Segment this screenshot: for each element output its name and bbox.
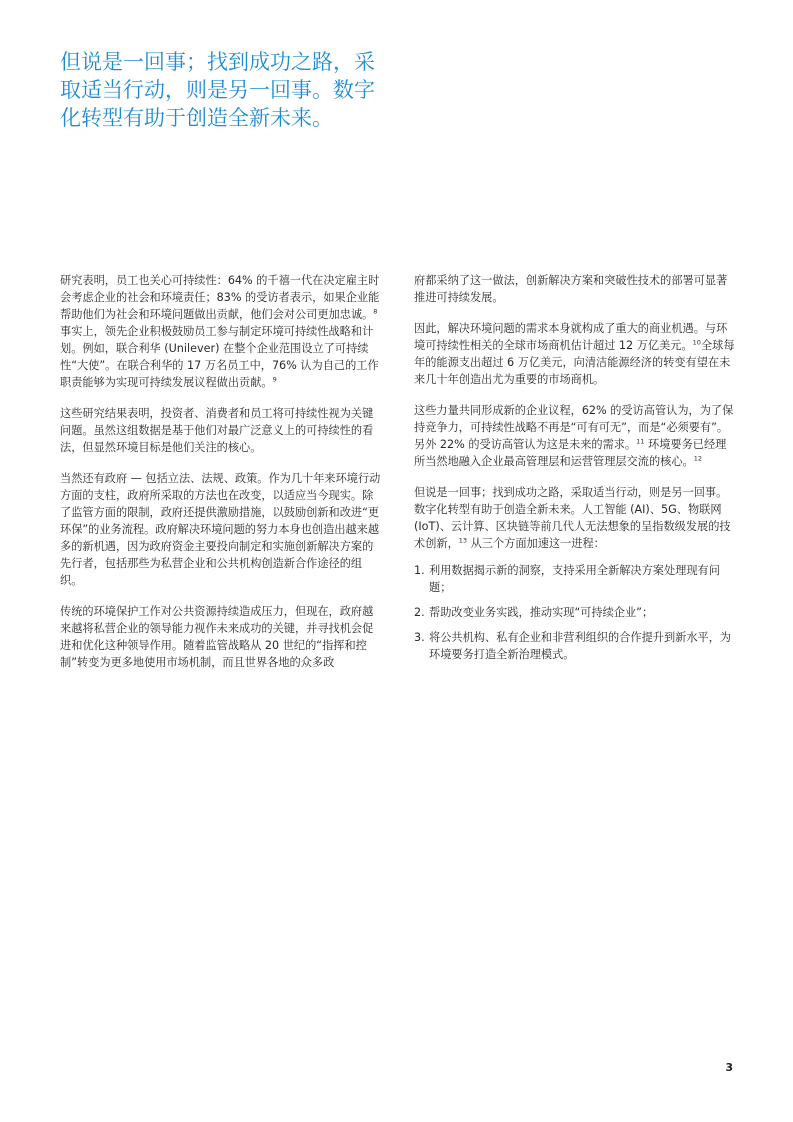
paragraph: 当然还有政府 — 包括立法、法规、政策。作为几十年来环境行动方面的支柱，政府所采取的方法也在改变，以适应当今现实。除了监管方面的限制，政府还提供激励措施，以鼓励创新和改进“更环保”的业务流程。政府解决环境问题的努力本身也创造出越来越多的新机遇，因为政府资金主要投向制定和实施创新解决方案的先行者，包括那些为私营企业和公共机构创造新合作途径的组织。 bbox=[60, 472, 381, 587]
list-text: 利用数据揭示新的洞察，支持采用全新解决方案处理现有问题； bbox=[429, 564, 720, 594]
footnote-ref: 8 bbox=[373, 307, 378, 316]
paragraph: 府都采纳了这一做法，创新解决方案和突破性技术的部署可显著推进可持续发展。 bbox=[414, 274, 728, 304]
paragraph-text: 事实上，领先企业积极鼓励员工参与制定环境可持续性战略和计划。例如，联合利华 (Unilever) 在整个企业范围设立了可持续性“大使”。在联合利华的 17 万名员工中，76% 认为自己的工作职责能够为实现可持续发展议程做出贡献。 bbox=[60, 325, 379, 389]
paragraph bbox=[414, 402, 736, 470]
paragraph bbox=[414, 320, 736, 388]
paragraph bbox=[60, 272, 382, 391]
paragraph bbox=[414, 484, 736, 552]
paragraph: 传统的环境保护工作对公共资源持续造成压力，但现在，政府越来越将私营企业的领导能力视作未来成功的关键，并寻找机会促进和优化这种领导作用。随着监管战略从 20 世纪的“指挥和控制”转变为更多地使用市场机制，而且世界各地的众多政 bbox=[60, 605, 374, 669]
paragraph-text: 因此，解决环境问题的需求本身就构成了重大的商业机遇。与环境可持续性相关的全球市场商机估计超过 12 万亿美元。 bbox=[414, 322, 728, 352]
page-number: 3 bbox=[725, 1061, 733, 1074]
headline: 但说是一回事；找到成功之路，采取适当行动，则是另一回事。数字化转型有助于创造全新未来。 bbox=[60, 50, 375, 130]
paragraph-text: 全球每年的能源支出超过 6 万亿美元，向清洁能源经济的转变有望在未来几十年创造出尤为重要的市场商机。 bbox=[414, 339, 735, 386]
list-item bbox=[414, 562, 736, 596]
footnote-ref: 11 bbox=[636, 437, 645, 446]
list-item bbox=[414, 629, 736, 663]
footnote-ref: 9 bbox=[272, 375, 277, 384]
list-text: 将公共机构、私有企业和非营利组织的合作提升到新水平，为环境要务打造全新治理模式。 bbox=[429, 631, 732, 661]
footnote-ref: 12 bbox=[693, 454, 702, 463]
list-number: 3. bbox=[414, 631, 425, 644]
paragraph-text: 从三个方面加速这一进程： bbox=[467, 537, 605, 550]
paragraph-text: 但说是一回事；找到成功之路，采取适当行动，则是另一回事。数字化转型有助于创造全新未来。人工智能 (AI)、5G、物联网 (IoT)、云计算、区块链等前几代人无法想象的呈指数级发展的技术创新， bbox=[414, 486, 731, 550]
list-item bbox=[414, 604, 736, 621]
paragraph: 这些研究结果表明，投资者、消费者和员工将可持续性视为关键问题。虽然这组数据是基于他们对最广泛意义上的可持续性的看法，但显然环境目标是他们关注的核心。 bbox=[60, 407, 374, 454]
right-column bbox=[414, 272, 736, 671]
numbered-list bbox=[414, 562, 736, 663]
list-number: 2. bbox=[414, 606, 425, 619]
list-number: 1. bbox=[414, 564, 425, 577]
paragraph-text: 这些力量共同形成新的企业议程，62% 的受访高管认为，为了保持竞争力，可持续性战略不再是“可有可无”，而是“必须要有”。另外 22% 的受访高管认为这是未来的需求。 bbox=[414, 404, 734, 451]
footnote-ref: 13 bbox=[458, 536, 468, 545]
list-text: 帮助改变业务实践，推动实现“可持续企业”； bbox=[429, 606, 654, 619]
paragraph-text: 环境要务已经理所当然地融入企业最高管理层和运营管理层交流的核心。 bbox=[414, 438, 727, 468]
left-column bbox=[60, 272, 382, 685]
paragraph-text: 研究表明，员工也关心可持续性：64% 的千禧一代在决定雇主时会考虑企业的社会和环境责任；83% 的受访者表示，如果企业能帮助他们为社会和环境问题做出贡献，他们会对公司更加忠诚。 bbox=[60, 274, 380, 321]
footnote-ref: 10 bbox=[692, 338, 701, 347]
